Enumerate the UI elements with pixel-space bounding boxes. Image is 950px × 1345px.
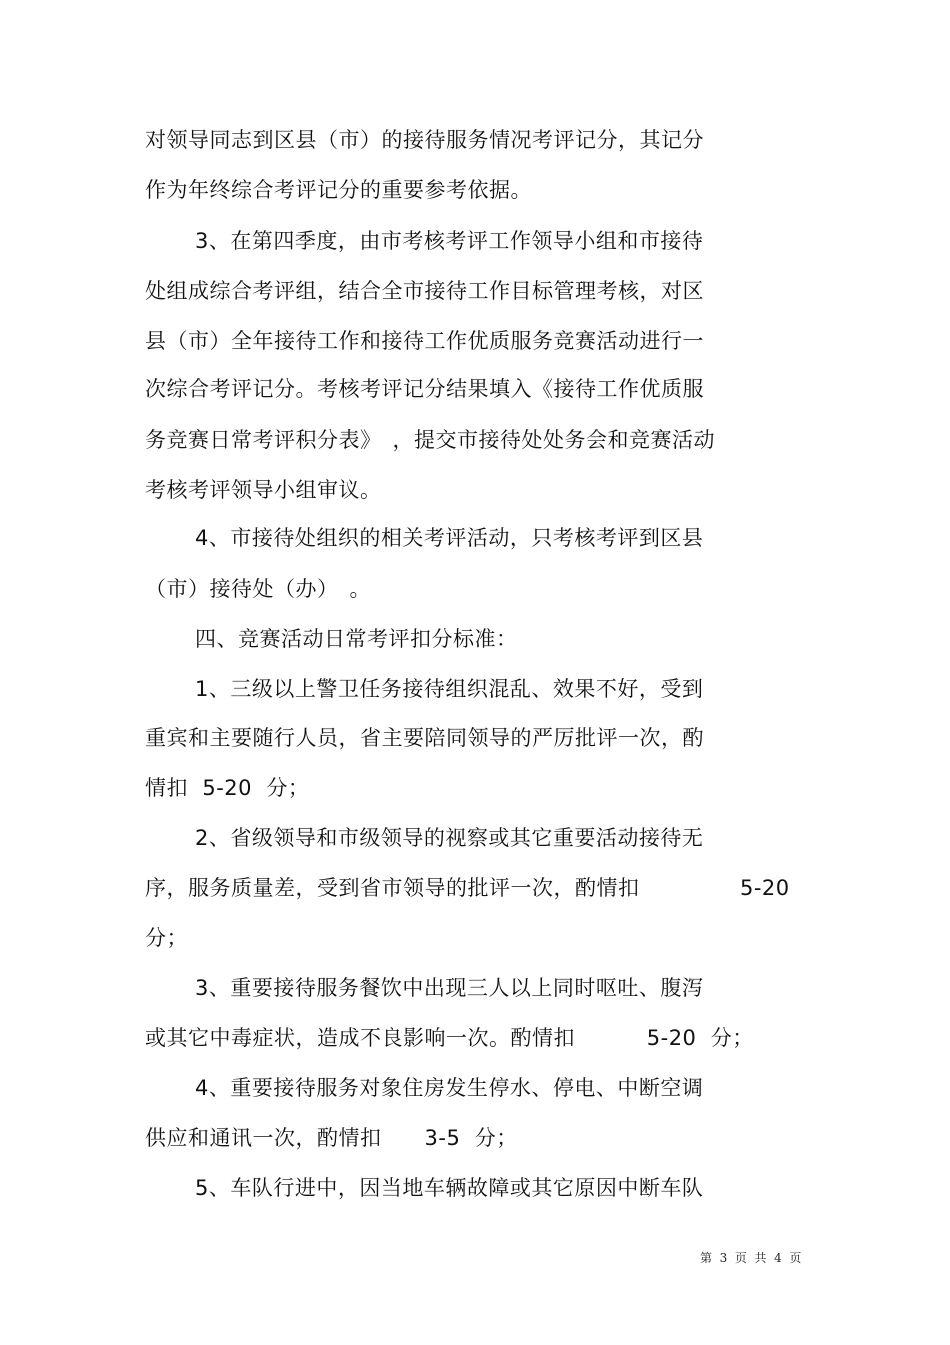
text-line: 对领导同志到区县（市）的接待服务情况考评记分，其记分 [145,128,704,152]
text-line: 次综合考评记分。考核考评记分结果填入《接待工作优质服 [145,377,704,401]
text-line: 情扣 5-20 分； [145,776,310,800]
text-line: 作为年终综合考评记分的重要参考依据。 [145,178,532,202]
text-line: 3、重要接待服务餐饮中出现三人以上同时呕吐、腹泻 [195,976,704,1000]
text-line: 4、市接待处组织的相关考评活动，只考核考评到区县 [195,526,704,550]
text-line: 序，服务质量差，受到省市领导的批评一次，酌情扣 5-20 [145,876,790,900]
text-line: 3、在第四季度，由市考核考评工作领导小组和市接待 [195,229,704,253]
text-line: 4、重要接待服务对象住房发生停水、停电、中断空调 [195,1076,704,1100]
text-line: 分； [145,926,188,950]
text-line: 2、省级领导和市级领导的视察或其它重要活动接待无 [195,826,704,850]
text-line: 处组成综合考评组，结合全市接待工作目标管理考核，对区 [145,279,704,303]
text-line: 1、三级以上警卫任务接待组织混乱、效果不好，受到 [195,677,704,701]
text-line: 考核考评领导小组审议。 [145,478,382,502]
text-line: 或其它中毒症状，造成不良影响一次。酌情扣 5-20 分； [145,1026,754,1050]
text-line: 5、车队行进中，因当地车辆故障或其它原因中断车队 [195,1176,704,1200]
text-line: 务竞赛日常考评积分表》 ，提交市接待处处务会和竞赛活动 [145,428,715,452]
text-line: （市）接待处（办） 。 [145,577,371,601]
text-line: 重宾和主要随行人员，省主要陪同领导的严厉批评一次，酌 [145,726,704,750]
section-heading: 四、竞赛活动日常考评扣分标准： [195,627,518,651]
page-number-footer: 第 3 页 共 4 页 [700,1251,802,1265]
text-line: 供应和通讯一次，酌情扣 3-5 分； [145,1126,518,1150]
text-line: 县（市）全年接待工作和接待工作优质服务竞赛活动进行一 [145,329,704,353]
